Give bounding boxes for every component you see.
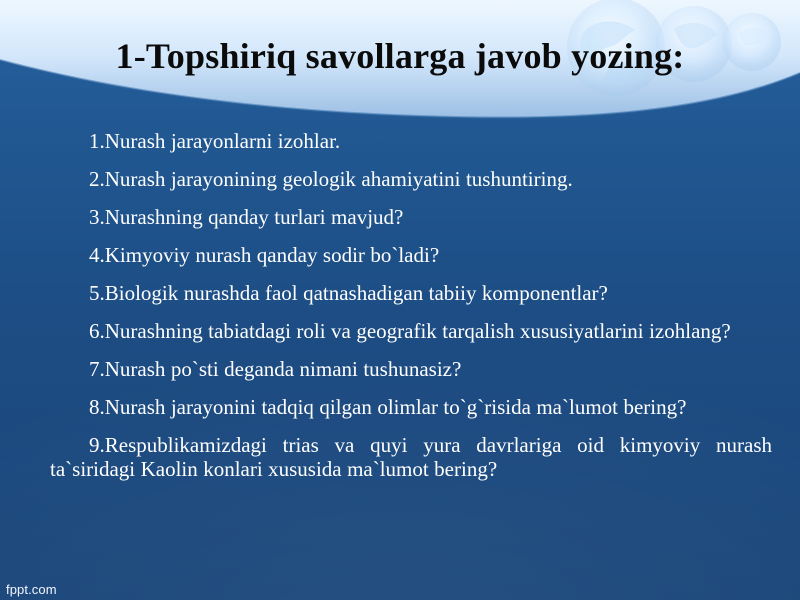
question-item: 1.Nurash jarayonlarni izohlar. [89, 129, 341, 153]
question-item: 4.Kimyoviy nurash qanday sodir bo`ladi? [89, 243, 440, 267]
question-item: 6.Nurashning tabiatdagi roli va geografik tarqalish xususiyatlarini izohlang? [89, 319, 731, 343]
watermark: fppt.com [6, 582, 57, 597]
question-item: 7.Nurash po`sti deganda nimani tushunasiz? [89, 357, 462, 381]
page-title: 1-Topshiriq savollarga javob yozing: [115, 36, 685, 76]
question-item: 3.Nurashning qanday turlari mavjud? [89, 205, 404, 229]
question-item: 2.Nurash jarayonining geologik ahamiyatini tushuntiring. [89, 167, 573, 191]
question-item: 8.Nurash jarayonini tadqiq qilgan olimlar to`g`risida ma`lumot bering? [89, 395, 687, 419]
question-item: 5.Biologik nurashda faol qatnashadigan tabiiy komponentlar? [89, 281, 608, 305]
question-item: 9.Respublikamizdagi trias va quyi yura davrlariga oid kimyoviy nurash ta`siridagi Kaolin konlari xususida ma`lumot bering? [50, 433, 772, 481]
question-list [50, 129, 772, 481]
